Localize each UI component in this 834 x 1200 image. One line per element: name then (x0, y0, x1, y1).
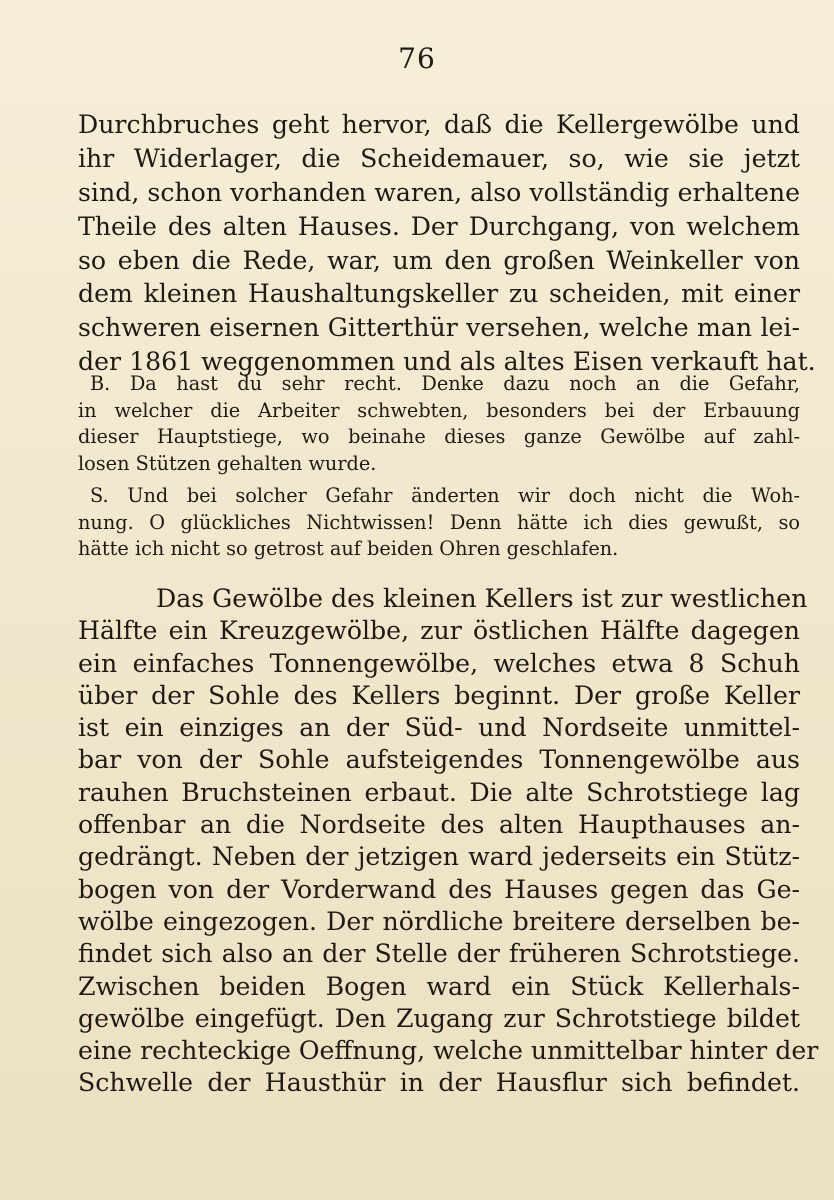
text-line: über der Sohle des Kellers beginnt. Der große Keller (78, 680, 800, 710)
text-line: bar von der Sohle aufsteigendes Tonnengewölbe aus (78, 745, 800, 775)
text-line: Durchbruches geht hervor, daß die Kellergewölbe und (78, 110, 800, 139)
text-line: Zwischen beiden Bogen ward ein Stück Kellerhals- (78, 971, 800, 1001)
text-line: in welcher die Arbeiter schwebten, besonders bei der Erbauung (78, 398, 800, 422)
text-line: Das Gewölbe des kleinen Kellers ist zur westlichen (156, 584, 808, 613)
text-line: dieser Hauptstiege, wo beinahe dieses ganze Gewölbe auf zahl- (78, 425, 800, 448)
dialogue-b (78, 371, 800, 477)
text-line: B. Da hast du sehr recht. Denke dazu noch an die Gefahr, (90, 372, 800, 395)
text-line: schweren eisernen Gitterthür versehen, welche man lei- (78, 313, 800, 343)
text-line: ihr Widerlager, die Scheidemauer, so, wie sie jetzt (78, 143, 800, 173)
text-line: nung. O glückliches Nichtwissen! Denn hätte ich dies gewußt, so (78, 510, 800, 534)
text-line: so eben die Rede, war, um den großen Weinkeller von (78, 245, 800, 275)
text-line: wölbe eingezogen. Der nördliche breitere derselben be- (78, 906, 800, 936)
paragraph-2 (78, 583, 819, 1100)
dialogue-s (78, 483, 800, 563)
text-line: sind, schon vorhanden waren, also vollständig erhaltene (78, 177, 800, 207)
text-line: dem kleinen Haushaltungskeller zu scheiden, mit einer (78, 279, 800, 309)
text-line: offenbar an die Nordseite des alten Haupthauses an- (78, 810, 800, 840)
text-line: ein einfaches Tonnengewölbe, welches etwa 8 Schuh (78, 648, 800, 678)
text-line: der 1861 weggenommen und als altes Eisen verkauft hat. (78, 347, 816, 377)
text-line: rauhen Bruchsteinen erbaut. Die alte Schrotstiege lag (78, 777, 800, 807)
text-line: losen Stützen gehalten wurde. (78, 451, 377, 475)
page-number: 76 (398, 42, 436, 75)
text-line: eine rechteckige Oeffnung, welche unmittelbar hinter der (78, 1036, 819, 1066)
text-line: ist ein einziges an der Süd- und Nordseite unmittel- (78, 713, 800, 743)
text-line: Schwelle der Hausthür in der Hausflur sich befindet. (78, 1068, 800, 1098)
text-line: S. Und bei solcher Gefahr änderten wir doch nicht die Woh- (90, 484, 800, 507)
paragraph-1 (78, 108, 816, 379)
text-line: Hälfte ein Kreuzgewölbe, zur östlichen Hälfte dagegen (78, 616, 800, 646)
text-line: bogen von der Vorderwand des Hauses gegen das Ge- (78, 874, 800, 904)
text-line: Theile des alten Hauses. Der Durchgang, von welchem (78, 211, 800, 241)
text-line: gewölbe eingefügt. Den Zugang zur Schrotstiege bildet (78, 1003, 800, 1033)
text-line: hätte ich nicht so getrost auf beiden Ohren geschlafen. (78, 537, 619, 560)
text-line: gedrängt. Neben der jetzigen ward jederseits ein Stütz- (78, 842, 800, 872)
text-line: findet sich also an der Stelle der früheren Schrotstiege. (78, 939, 800, 969)
